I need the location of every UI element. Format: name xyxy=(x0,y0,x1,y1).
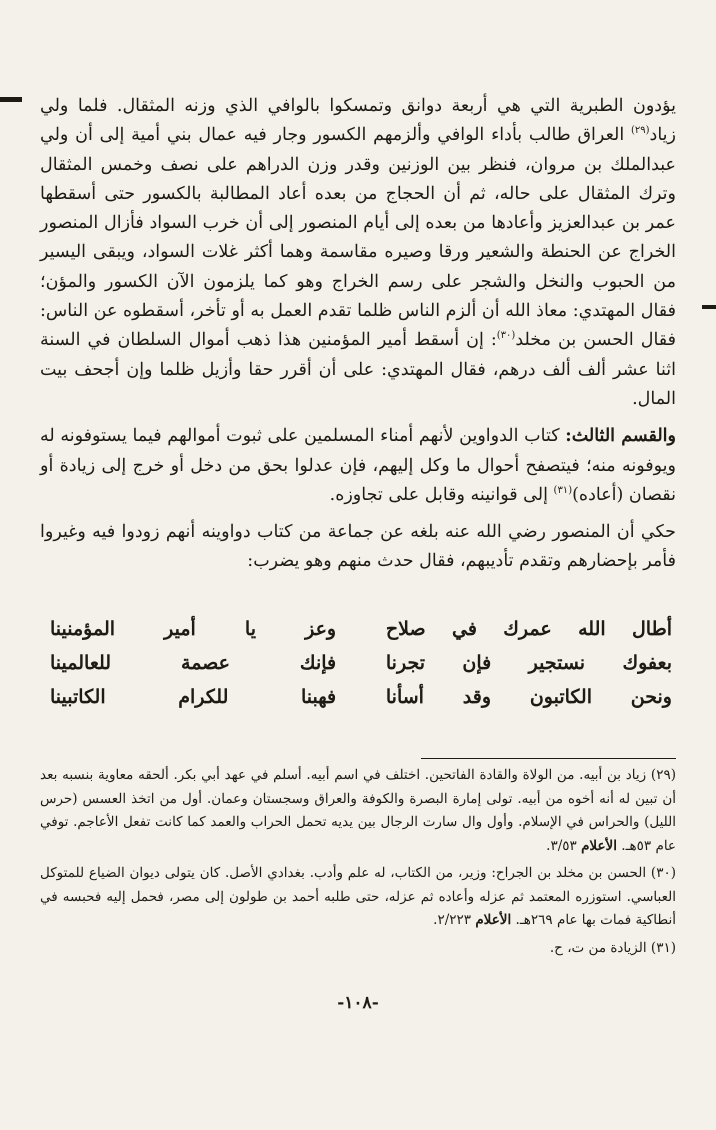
poem-verse-first-hemistich: بعفوك نستجير فإن تجرنا xyxy=(385,652,672,674)
paragraph-2 xyxy=(40,422,676,510)
footnote-number: (٣٠) xyxy=(650,865,676,881)
footnote-source-label: الأعلام xyxy=(581,837,617,854)
footnote-number: (٣١) xyxy=(650,939,676,956)
poem-verse xyxy=(50,680,672,714)
paragraph-1-part-2: العراق طالب بأداء الوافي وألزمهم الكسور وجار فيه عمال بني أمية إلى أن ولي عبدالملك بن مروان، فنظر بين الوزنين وقدر وزن الدراهم على نصف وخمس المثقال وترك المثقال على حاله، ثم أن الحجاج من بعده أعاد المطالبة بالكسور حتى أسقطها عمر بن عبدالعزيز وأعادها من بعده إلى أيام المنصور إلى أن خرب السواد فأزال المنصور الخراج عن الحنطة والشعير ورقا وصيره مقاسمة وهما أكثر غلات السواد، ويبقى اليسير من الحبوب والنخل والشجر على رسم الخراج وهو كما يلزمون الآن الكسور والمؤن؛ فقال المهتدي: معاذ الله أن ألزم الناس ظلما تقدم العمل به أو تأخر، أسقطوه عن الناس: فقال الحسن بن مخلد xyxy=(40,125,677,351)
paragraph-2-part-2: إلى قوانينه وقابل على تجاوزه. xyxy=(329,484,554,505)
main-text xyxy=(40,92,676,577)
paragraph-1-part-3: : إن أسقط أمير المؤمنين هذا ذهب أموال السلطان في السنة اثنا عشر ألف ألف درهم، فقال المهتدي: على أن أقرر حقا وأزيل ظلما وإن أجحف بيت المال. xyxy=(40,330,676,409)
footnote-number: (٢٩) xyxy=(650,767,676,783)
paragraph-3-text: حكي أن المنصور رضي الله عنه بلغه عن جماعة من كتاب دواوينه أنهم زودوا فيه وغيروا فأمر بإحضارهم وتقدم تأديبهم، فقال حدث منهم وهو يضرب: xyxy=(40,522,676,572)
poem-verse-second-hemistich: وعز يا أمير المؤمنينا xyxy=(50,618,337,640)
poem-verse-first-hemistich: أطال الله عمرك في صلاح xyxy=(385,618,672,640)
footnote-text: الزيادة من ت، ح. xyxy=(549,939,647,956)
paragraph-1-part-1: يؤدون الطبرية التي هي أربعة دوانق وتمسكوا بالوافي الذي وزنه المثقال. فلما ولي زياد xyxy=(40,96,676,146)
footnote-30 xyxy=(40,862,676,933)
footnote-source-value: ٣/٥٣. xyxy=(546,837,577,854)
footnote-text: الحسن بن مخلد بن الجراح: وزير، من الكتاب، له علم وأدب. بغدادي الأصل. كان يتولى ديوان الضياع للمتوكل العباسي. استوزره المعتمد ثم عزله وأعاده ثم عزله، حتى طلبه أحمد بن طولون إلى مصر، فحمل إليه فحبسه في أنطاكية فمات بها عام ٢٦٩هـ. xyxy=(40,865,676,928)
footnote-text: زياد بن أبيه. من الولاة والقادة الفاتحين. اختلف في اسم أبيه. أسلم في عهد أبي بكر. ألحقه معاوية بنسبه بعد أن تبين له أنه أخوه من أبيه. تولى إمارة البصرة والكوفة والعراق وسجستان وعمان. أول من اتخذ العسس (حرس الليل) والحراس في الإسلام. وأول وال سارت الرجال بين يديه تحمل الحراب والعمد كما كانت تفعل الأعاجم. توفي عام ٥٣هـ. xyxy=(40,767,676,854)
page-number: -١٠٨- xyxy=(337,993,379,1013)
poem-verse-second-hemistich: فهبنا للكرام الكاتبينا xyxy=(50,686,337,708)
footnote-ref-29: (٢٩) xyxy=(630,125,650,137)
footnotes xyxy=(40,764,676,964)
footnote-29 xyxy=(40,764,676,858)
section-heading-third: والقسم الثالث: xyxy=(565,426,676,447)
footnote-separator xyxy=(421,758,676,759)
margin-mark-right xyxy=(702,305,716,309)
footnote-ref-31: (٣١) xyxy=(553,485,573,497)
poem-verse-first-hemistich: ونحن الكاتبون وقد أسأنا xyxy=(385,686,672,708)
paragraph-3 xyxy=(40,518,676,577)
poem-verse xyxy=(50,612,672,646)
paragraph-1 xyxy=(40,92,676,414)
footnote-source-value: ٢/٢٢٣. xyxy=(433,912,472,928)
footnote-ref-30: (٣٠) xyxy=(496,330,516,342)
footnote-31 xyxy=(40,937,676,961)
poem xyxy=(50,612,672,714)
poem-verse xyxy=(50,646,672,680)
paragraph-2-part-1: كتاب الدواوين لأنهم أمناء المسلمين على ثبوت أموالهم فيما يستوفونه له ويوفونه منه؛ فيتصفح أحوال ما وكل إليهم، فإن عدلوا بحق من دخل أو خرج إلى زيادة أو نقصان (أعاده) xyxy=(40,426,676,505)
margin-mark-top xyxy=(0,97,22,102)
poem-verse-second-hemistich: فإنك عصمة للعالمينا xyxy=(50,652,337,674)
footnote-source-label: الأعلام xyxy=(475,912,512,928)
